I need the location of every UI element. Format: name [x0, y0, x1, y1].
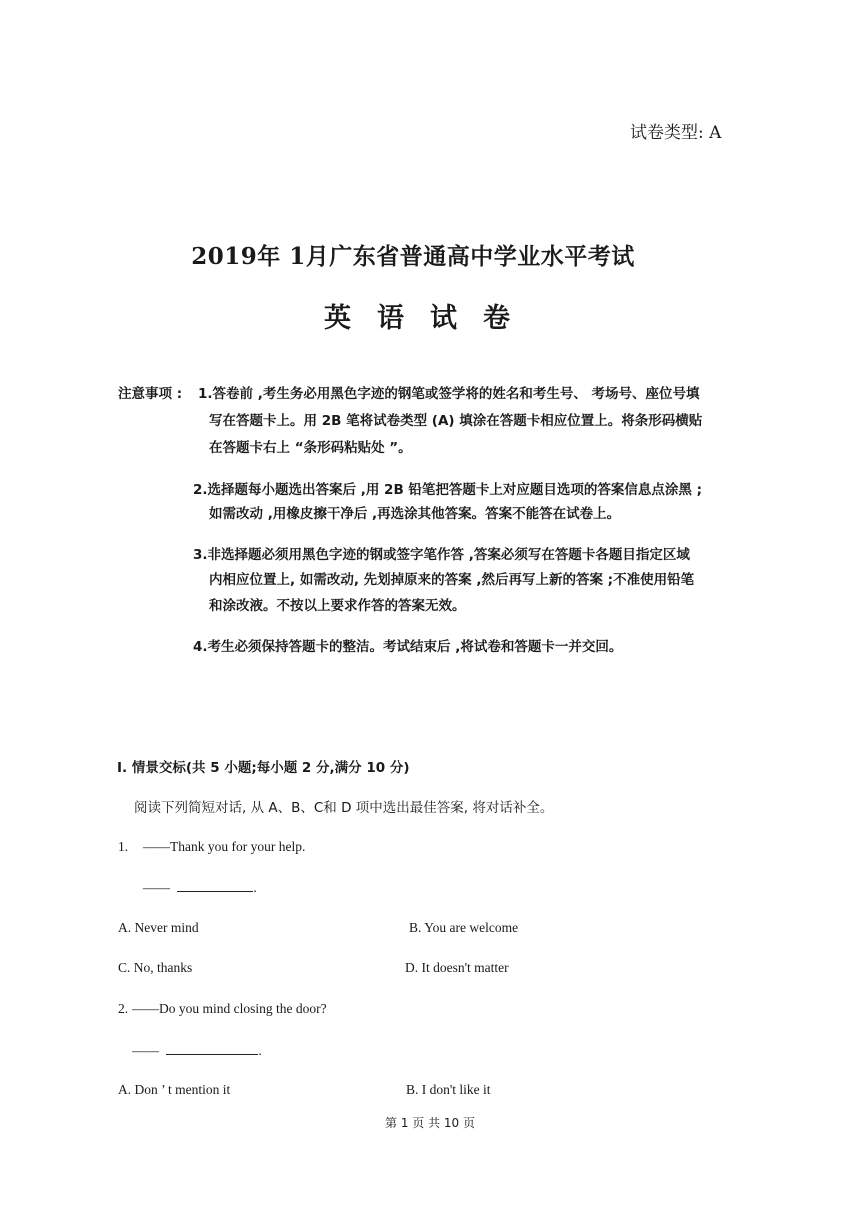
answer-suffix: .	[258, 1043, 262, 1058]
answer-blank	[177, 877, 253, 892]
paper-type: 试卷类型: A	[630, 123, 722, 143]
question-number: 1.	[118, 839, 129, 854]
question-prompt: ——Do you mind closing the door?	[132, 1001, 327, 1016]
note-line: 3.非选择题必须用黑色字迹的钢或签字笔作答 ,答案必须写在答题卡各题目指定区域	[193, 547, 690, 563]
section-heading: I. 情景交标(共 5 小题;每小题 2 分,满分 10 分)	[117, 760, 410, 776]
exam-subtitle: 英语试卷	[324, 303, 536, 334]
option: B. You are welcome	[409, 920, 519, 935]
answer-line	[132, 1040, 262, 1059]
question-number: 2.	[118, 1001, 129, 1016]
option: B. I don't like it	[406, 1082, 491, 1097]
note-line: 2.选择题每小题选出答案后 ,用 2B 铅笔把答题卡上对应题目选项的答案信息点涂黑 ;	[193, 482, 703, 498]
notes-label: 注意事项 :	[118, 386, 183, 402]
note-line: 在答题卡右上 “条形码粘贴处 ”。	[209, 440, 412, 456]
option: A. Never mind	[118, 920, 199, 935]
answer-suffix: .	[253, 880, 257, 895]
page-footer: 第 1 页 共 10 页	[385, 1116, 475, 1130]
question-prompt: ——Thank you for your help.	[143, 839, 306, 854]
exam-title: 2019年 1月广东省普通高中学业水平考试	[191, 243, 635, 270]
answer-prefix: ——	[132, 1043, 159, 1058]
answer-line	[143, 877, 257, 896]
answer-blank	[166, 1040, 258, 1055]
note-line: 1.答卷前 ,考生务必用黑色字迹的钢笔或签学将的姓名和考生号、 考场号、座位号填	[198, 386, 700, 402]
note-line: 和涂改液。不按以上要求作答的答案无效。	[209, 598, 466, 614]
note-line: 写在答题卡上。用 2B 笔将试卷类型 (A) 填涂在答题卡相应位置上。将条形码横贴	[209, 413, 703, 429]
answer-prefix: ——	[143, 880, 170, 895]
note-line: 内相应位置上, 如需改动, 先划掉原来的答案 ,然后再写上新的答案 ;不准使用铅笔	[209, 572, 695, 588]
option: A. Don ’ t mention it	[118, 1082, 231, 1097]
option: D. It doesn't matter	[405, 960, 509, 975]
section-instruction: 阅读下列简短对话, 从 A、B、C和 D 项中选出最佳答案, 将对话补全。	[134, 800, 554, 816]
note-line: 如需改动 ,用橡皮擦干净后 ,再选涂其他答案。答案不能答在试卷上。	[209, 506, 621, 522]
option: C. No, thanks	[118, 960, 193, 975]
note-line: 4.考生必须保持答题卡的整洁。考试结束后 ,将试卷和答题卡一并交回。	[193, 639, 623, 655]
